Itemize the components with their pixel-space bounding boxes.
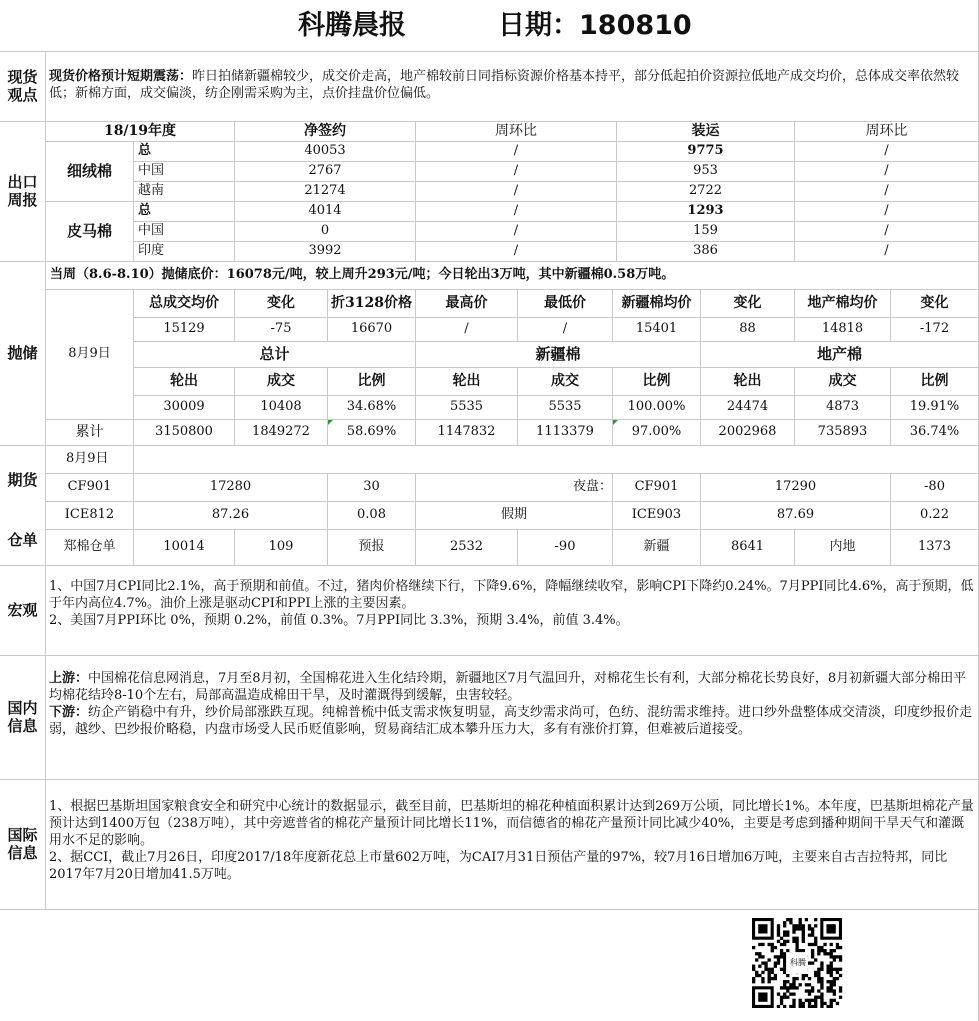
futures-holiday: 假期 [416, 502, 613, 530]
auction-day-value: 10408 [235, 396, 328, 420]
auction-price-value: 15129 [134, 318, 235, 342]
futures-cf901-night-change: -80 [891, 474, 979, 502]
auction-cum-value: 97.00% [613, 420, 701, 446]
export-header-shipped-wow: 周环比 [795, 122, 979, 142]
futures-ice903-name: ICE903 [613, 502, 701, 530]
futures-ice903-price: 87.69 [701, 502, 891, 530]
auction-price-value: 15401 [613, 318, 701, 342]
auction-group-local: 地产棉 [701, 342, 979, 368]
auction-day-value: 34.68% [328, 396, 416, 420]
warehouse-forecast-change: -90 [518, 530, 613, 566]
auction-sub-header: 比例 [891, 368, 979, 396]
auction-price-header: 变化 [891, 290, 979, 318]
auction-group-xinjiang: 新疆棉 [416, 342, 701, 368]
auction-cum-value: 1147832 [416, 420, 518, 446]
auction-price-value: -172 [891, 318, 979, 342]
export-shipped-wow: / [795, 162, 979, 182]
auction-price-header: 最低价 [518, 290, 613, 318]
auction-price-header: 最高价 [416, 290, 518, 318]
export-shipped-value: 2722 [617, 182, 795, 202]
auction-sub-header: 轮出 [416, 368, 518, 396]
warehouse-forecast: 2532 [416, 530, 518, 566]
export-shipped-wow: / [795, 242, 979, 262]
export-shipped-value: 159 [617, 222, 795, 242]
export-header-signed-wow: 周环比 [416, 122, 617, 142]
export-signed-value: 3992 [235, 242, 416, 262]
spot-view-lead: 现货价格预计短期震荡： [49, 69, 193, 84]
qr-caption: 科腾 [790, 958, 806, 967]
futures-ice812-name: ICE812 [46, 502, 134, 530]
auction-price-value: -75 [235, 318, 328, 342]
export-region: 中国 [134, 162, 235, 182]
auction-summary: 当周（8.6-8.10）抛储底价：16078元/吨，较上周升293元/吨；今日轮出3万吨，其中新疆棉0.58万吨。 [46, 262, 979, 290]
section-label-auction: 抛储 [0, 262, 46, 446]
export-signed-value: 0 [235, 222, 416, 242]
auction-sub-header: 成交 [518, 368, 613, 396]
auction-day-value: 5535 [518, 396, 613, 420]
auction-price-header: 变化 [701, 290, 795, 318]
auction-cum-value: 1113379 [518, 420, 613, 446]
auction-price-value: 88 [701, 318, 795, 342]
export-shipped-wow: / [795, 222, 979, 242]
futures-cf901-price: 17280 [134, 474, 328, 502]
auction-price-value: 16670 [328, 318, 416, 342]
auction-sub-header: 成交 [235, 368, 328, 396]
auction-cum-label: 累计 [46, 420, 134, 446]
auction-sub-header: 比例 [328, 368, 416, 396]
auction-price-header: 地产棉均价 [795, 290, 891, 318]
auction-sub-header: 比例 [613, 368, 701, 396]
intl-text [46, 780, 979, 910]
macro-line-1: 1、中国7月CPI同比2.1%，高于预期和前值。不过，猪肉价格继续下行，下降9.6%，降幅继续收窄，影响CPI下降约0.24%。7月PPI同比4.6%，高于预期，低于年内高位4.7%。油价上涨是驱动CPI和PPI上涨的主要因素。 [49, 579, 974, 611]
auction-cum-value: 735893 [795, 420, 891, 446]
section-label-warehouse: 仓单 [0, 516, 46, 566]
futures-night-label: 夜盘： [416, 474, 613, 502]
export-region: 越南 [134, 182, 235, 202]
auction-sub-header: 成交 [795, 368, 891, 396]
warehouse-inland-label: 内地 [795, 530, 891, 566]
export-region: 总 [134, 202, 235, 222]
futures-date: 8月9日 [46, 446, 134, 474]
auction-group-total: 总计 [134, 342, 416, 368]
futures-cf901-night-price: 17290 [701, 474, 891, 502]
auction-day-value: 19.91% [891, 396, 979, 420]
export-signed-wow: / [416, 202, 617, 222]
futures-cf901-change: 30 [328, 474, 416, 502]
export-shipped-wow: / [795, 182, 979, 202]
auction-cum-value: 58.69% [328, 420, 416, 446]
export-signed-wow: / [416, 162, 617, 182]
domestic-text [46, 656, 979, 780]
report-title: 科腾晨报 [298, 10, 406, 41]
auction-price-header: 折3128价格 [328, 290, 416, 318]
warehouse-forecast-label: 预报 [328, 530, 416, 566]
upstream-text: 中国棉花信息网消息，7月至8月初，全国棉花进入生化结玲期，新疆地区7月气温回升，对棉花生长有利，大部分棉花长势良好，8月初新疆大部分棉田平均棉花结玲8-10个左右，局部高温造成棉田干旱，及时灌溉得到缓解，虫害较轻。 [49, 671, 967, 703]
header-row [0, 0, 979, 52]
export-signed-value: 2767 [235, 162, 416, 182]
futures-cf901-night-name: CF901 [613, 474, 701, 502]
auction-price-value: / [518, 318, 613, 342]
auction-day-value: 24474 [701, 396, 795, 420]
spot-view-body: 昨日拍储新疆棉较少，成交价走高，地产棉较前日同指标资源价格基本持平，部分低起拍价资源拉低地产成交均价，总体成交率依然较低；新棉方面，成交偏淡，纺企刚需采购为主，点价挂盘价位偏低。 [49, 69, 960, 101]
futures-ice903-change: 0.22 [891, 502, 979, 530]
export-signed-value: 4014 [235, 202, 416, 222]
warehouse-xinjiang-label: 新疆 [613, 530, 701, 566]
export-header-year: 18/19年度 [46, 122, 235, 142]
section-label-spot: 现货观点 [0, 52, 46, 122]
futures-cf901-name: CF901 [46, 474, 134, 502]
auction-sub-header: 轮出 [134, 368, 235, 396]
futures-date-filler [134, 446, 979, 474]
warehouse-xinjiang: 8641 [701, 530, 795, 566]
auction-cum-value: 3150800 [134, 420, 235, 446]
auction-day-value: 30009 [134, 396, 235, 420]
auction-price-value: / [416, 318, 518, 342]
macro-line-2: 2、美国7月PPI环比 0%，预期 0.2%，前值 0.3%。7月PPI同比 3.3%，预期 3.4%，前值 3.4%。 [49, 613, 629, 628]
export-signed-wow: / [416, 242, 617, 262]
export-shipped-value: 1293 [617, 202, 795, 222]
downstream-label: 下游： [49, 705, 89, 720]
auction-cum-value: 2002968 [701, 420, 795, 446]
macro-text [46, 566, 979, 656]
export-signed-wow: / [416, 182, 617, 202]
auction-sub-header: 轮出 [701, 368, 795, 396]
export-shipped-value: 386 [617, 242, 795, 262]
section-label-futures: 期货 [0, 446, 46, 516]
export-region: 总 [134, 142, 235, 162]
auction-price-header: 新疆棉均价 [613, 290, 701, 318]
auction-day-value: 5535 [416, 396, 518, 420]
export-region: 中国 [134, 222, 235, 242]
downstream-text: 纺企产销稳中有升，纱价局部涨跌互现。纯棉普梳中低支需求恢复明显，高支纱需求尚可，色纺、混纺需求维持。进口纱外盘整体成交清淡，印度纱报价走弱，越纱、巴纱报价略稳，内盘市场受人民币贬值影响，贸易商结汇成本攀升压力大，多有有涨价打算，但难被后道接受。 [49, 705, 973, 737]
export-shipped-wow: / [795, 202, 979, 222]
export-shipped-value: 9775 [617, 142, 795, 162]
export-shipped-wow: / [795, 142, 979, 162]
auction-cum-value: 36.74% [891, 420, 979, 446]
export-header-shipped: 装运 [617, 122, 795, 142]
export-region: 印度 [134, 242, 235, 262]
auction-price-header: 总成交均价 [134, 290, 235, 318]
export-header-signed: 净签约 [235, 122, 416, 142]
export-signed-value: 21274 [235, 182, 416, 202]
auction-date: 8月9日 [46, 290, 134, 420]
export-signed-wow: / [416, 222, 617, 242]
warehouse-value: 10014 [134, 530, 235, 566]
export-signed-value: 40053 [235, 142, 416, 162]
section-label-export: 出口周报 [0, 122, 46, 262]
warehouse-inland: 1373 [891, 530, 979, 566]
intl-line-1: 1、根据巴基斯坦国家粮食安全和研究中心统计的数据显示，截至目前，巴基斯坦的棉花种植面积累计达到269万公顷，同比增长1%。本年度，巴基斯坦棉花产量预计达到1400万包（238万吨），其中旁遮普省的棉花产量预计同比增长11%，而信德省的棉花产量预计同比减少40%，主要是考虑到播种期间干旱天气和灌溉用水不足的影响。 [49, 799, 974, 848]
export-shipped-value: 953 [617, 162, 795, 182]
auction-cum-value: 1849272 [235, 420, 328, 446]
futures-ice812-change: 0.08 [328, 502, 416, 530]
auction-price-value: 14818 [795, 318, 891, 342]
spot-view-text [46, 52, 979, 122]
auction-day-value: 4873 [795, 396, 891, 420]
section-label-domestic: 国内信息 [0, 656, 46, 780]
section-label-intl: 国际信息 [0, 780, 46, 910]
futures-ice812-price: 87.26 [134, 502, 328, 530]
auction-day-value: 100.00% [613, 396, 701, 420]
qr-code-icon [744, 918, 850, 1008]
export-signed-wow: / [416, 142, 617, 162]
export-group-name: 皮马棉 [46, 202, 134, 262]
intl-line-2: 2、据CCI，截止7月26日，印度2017/18年度新花总上市量602万吨，为CAI7月31日预估产量的97%，较7月16日增加6万吨，主要来自古吉拉特邦，同比2017年7月20日增加41.5万吨。 [49, 850, 948, 882]
section-label-macro: 宏观 [0, 566, 46, 656]
export-group-name: 细绒棉 [46, 142, 134, 202]
auction-price-header: 变化 [235, 290, 328, 318]
upstream-label: 上游： [49, 671, 89, 686]
warehouse-change: 109 [235, 530, 328, 566]
warehouse-label: 郑棉仓单 [46, 530, 134, 566]
report-date: 日期：180810 [498, 10, 692, 41]
